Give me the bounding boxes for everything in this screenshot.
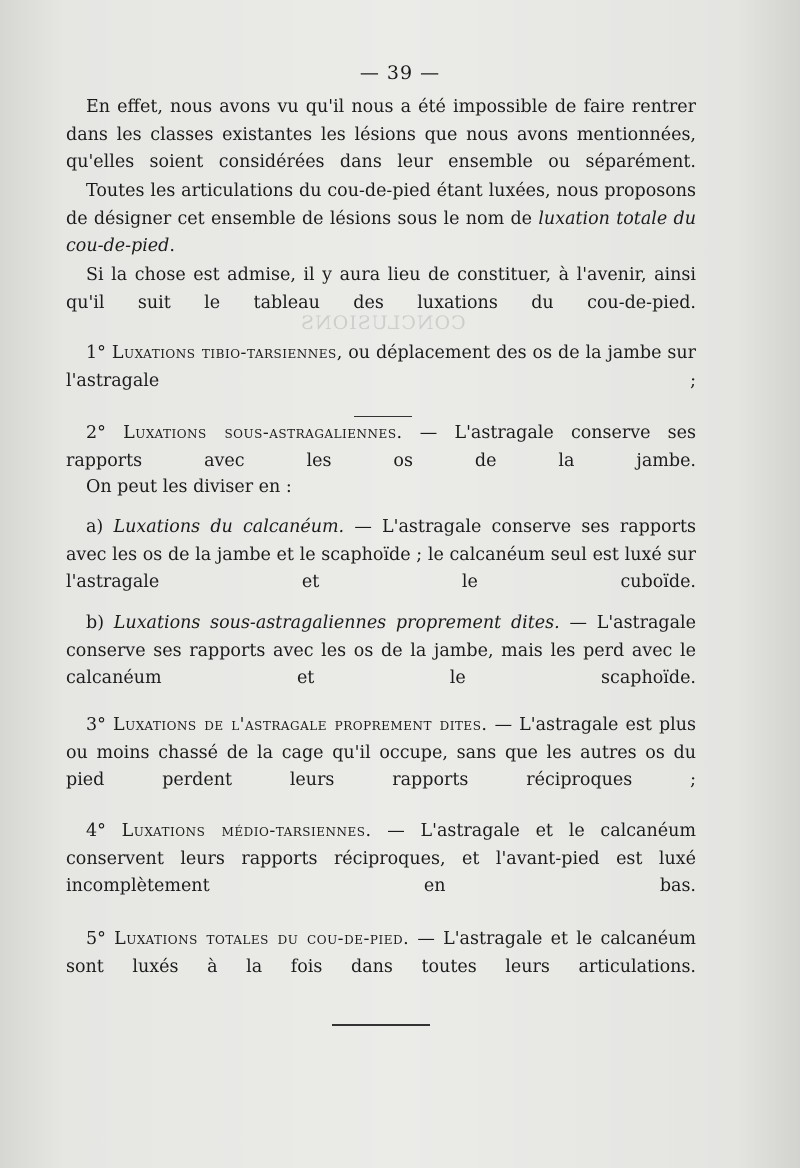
division-intro-text: On peut les diviser en : — [86, 477, 292, 497]
paragraph-3 — [66, 262, 696, 317]
show-through-decoration: CONCLUSIONS — [300, 312, 466, 334]
subitem-b-heading: Luxations sous-astragaliennes proprement dites. — [113, 613, 560, 633]
item-3-number: 3° — [86, 715, 106, 735]
paragraph-2-italic-term: luxation totale du cou-de-pied — [66, 208, 696, 256]
item-5-number: 5° — [86, 929, 106, 949]
item-4-heading: Luxations médio-tarsiennes. — [121, 821, 372, 841]
subitem-a-text: — L'astragale conserve ses rapports avec les os de la jambe et le scaphoïde ; le calcanéum seul est luxé sur l'astragale et le cuboïde. — [66, 517, 696, 592]
subitem-a-label: a) — [86, 517, 104, 537]
list-item — [66, 926, 696, 981]
subitem-a-heading: Luxations du calcanéum. — [113, 517, 345, 537]
list-item — [66, 340, 696, 395]
item-3-heading: Luxations de l'astragale proprement dites. — [112, 715, 488, 735]
divider-rule — [354, 416, 412, 417]
page-number: — 39 — — [359, 62, 441, 84]
item-5-text: — L'astragale et le calcanéum sont luxés à la fois dans toutes leurs articulations. — [66, 929, 696, 977]
item-2-text: — L'astragale conserve ses rapports avec les os de la jambe. — [66, 423, 696, 471]
item-2-number: 2° — [86, 423, 106, 443]
paragraph-2-text: Toutes les articulations du cou-de-pied étant luxées, nous proposons de désigner cet ensemble de lésions sous le nom de — [66, 181, 696, 229]
division-intro — [66, 474, 696, 502]
list-item — [66, 514, 696, 597]
list-item — [66, 420, 696, 475]
subitem-b-text: — L'astragale conserve ses rapports avec les os de la jambe, mais les perd avec le calcanéum et le scaphoïde. — [66, 613, 696, 688]
subitem-b-label: b) — [86, 613, 105, 633]
paragraph-1-text: En effet, nous avons vu qu'il nous a été impossible de faire rentrer dans les classes existantes les lésions que nous avons mentionnées, qu'elles soient considérées dans leur ensemble ou séparément. — [66, 97, 696, 172]
item-1-heading: Luxations tibio-tarsiennes — [111, 343, 337, 363]
item-1-number: 1° — [86, 343, 106, 363]
item-2-heading: Luxations sous-astragaliennes. — [123, 423, 403, 443]
paragraph-3-text: Si la chose est admise, il y aura lieu de constituer, à l'avenir, ainsi qu'il suit le tableau des luxations du cou-de-pied. — [66, 265, 696, 313]
closing-rule — [332, 1024, 430, 1026]
list-item — [66, 610, 696, 693]
paragraph-2-end: . — [169, 236, 175, 256]
paragraph-1 — [66, 94, 696, 177]
item-4-text: — L'astragale et le calcanéum conservent leurs rapports réciproques, et l'avant-pied est luxé incomplètement en bas. — [66, 821, 696, 896]
list-item — [66, 818, 696, 901]
paragraph-2 — [66, 178, 696, 261]
item-3-text: — L'astragale est plus ou moins chassé de la cage qu'il occupe, sans que les autres os du pied perdent leurs rapports réciproques ; — [66, 715, 696, 790]
item-5-heading: Luxations totales du cou-de-pied. — [114, 929, 410, 949]
item-4-number: 4° — [86, 821, 106, 841]
list-item — [66, 712, 696, 795]
item-1-text: , ou déplacement des os de la jambe sur l'astragale ; — [66, 343, 696, 391]
